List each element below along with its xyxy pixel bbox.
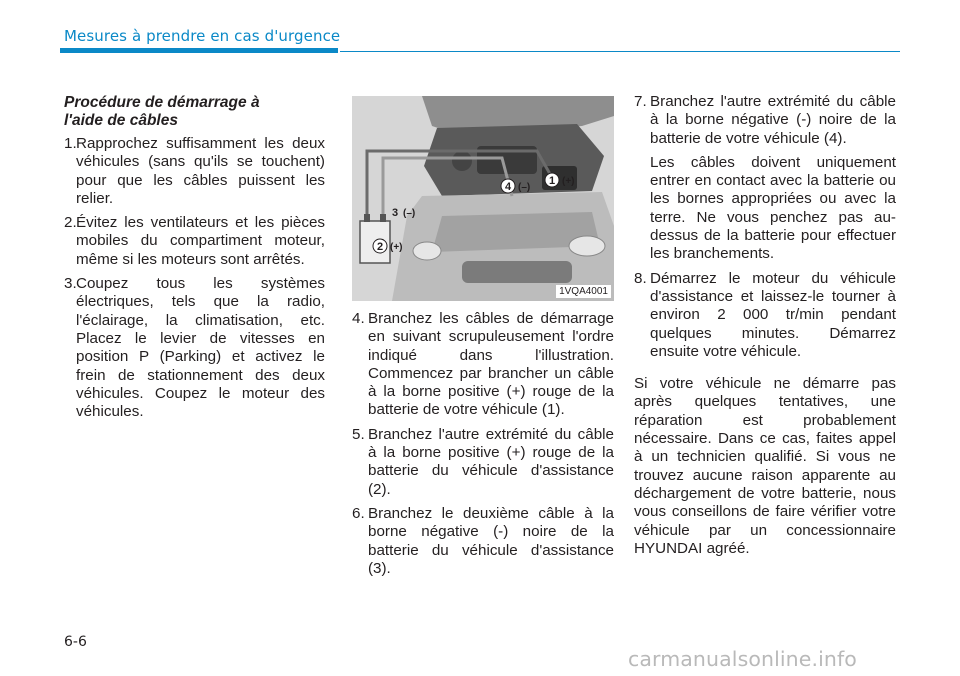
step-text: Évitez les ventilateurs et les pièces mobiles du compartiment moteur, même si les moteurs sont arrêtés. xyxy=(76,214,325,268)
callout-3-sign: (–) xyxy=(403,208,416,219)
step-text: Démarrez le moteur du véhicule d'assistance et laissez-le tourner à environ 2 000 tr/min pendant quelques minutes. Démarrez ensuite votre véhicule. xyxy=(650,269,896,360)
callout-3-number: 3 xyxy=(392,207,399,219)
left-column xyxy=(64,94,325,427)
section-title: Mesures à prendre en cas d'urgence xyxy=(64,27,341,45)
right-column xyxy=(634,93,896,558)
callout-2-sign: (+) xyxy=(390,242,403,253)
page-number: 6-6 xyxy=(64,634,87,650)
step-text: Branchez l'autre extrémité du câble à la borne négative (-) noire de la batterie de votre véhicule (4). xyxy=(650,93,896,147)
step-7 xyxy=(634,93,896,148)
step-8 xyxy=(634,270,896,361)
step-number: 8. xyxy=(634,269,647,287)
header-rule-thick xyxy=(60,48,338,53)
step-4 xyxy=(352,310,614,420)
step-3 xyxy=(64,275,325,421)
callout-1-number: 1 xyxy=(548,175,556,187)
procedure-heading-line1: Procédure de démarrage à xyxy=(64,94,260,111)
closing-paragraph: Si votre véhicule ne démarre pas après quelques tentatives, une réparation est probablement nécessaire. Dans ce cas, faites appel à un technicien qualifié. Si vous ne trouvez aucune raison apparente au déchargement de votre batterie, nous vous conseillons de faire vérifier votre véhicule par un concessionnaire HYUNDAI agréé. xyxy=(634,375,896,557)
step-7-note: Les câbles doivent uniquement entrer en contact avec la batterie ou les bornes appropriées ou avec la terre. Ne vous penchez pas au-dessus de la batterie pour effectuer les branchements. xyxy=(650,153,896,263)
step-text: Branchez le deuxième câble à la borne négative (-) noire de la batterie du véhicule d'assistance (3). xyxy=(368,504,614,577)
callout-1-sign: (+) xyxy=(562,176,575,187)
step-number: 3. xyxy=(64,275,77,293)
step-text: Rapprochez suffisamment les deux véhicules (sans qu'ils se touchent) pour que les câbles puissent les relier. xyxy=(76,135,325,207)
step-6 xyxy=(352,505,614,578)
step-number: 4. xyxy=(352,310,365,327)
step-1 xyxy=(64,135,325,208)
step-number: 1. xyxy=(64,135,77,152)
step-2 xyxy=(64,214,325,269)
figure-code: 1VQA4001 xyxy=(556,285,611,298)
step-text: Coupez tous les systèmes électriques, tels que la radio, l'éclairage, la climatisation, etc. Placez le levier de vitesses en position P (Parking) et activez le frein de stationnement des deux véhicules. Coupez le moteur des véhicules. xyxy=(76,275,325,421)
step-number: 5. xyxy=(352,425,365,443)
step-5 xyxy=(352,426,614,499)
callout-2-number: 2 xyxy=(376,241,384,253)
callout-4-number: 4 xyxy=(504,181,512,193)
step-number: 6. xyxy=(352,504,365,522)
procedure-heading-line2: l'aide de câbles xyxy=(64,112,178,129)
engine-bay-drawing xyxy=(352,96,614,301)
step-number: 2. xyxy=(64,214,77,232)
callout-4-sign: (–) xyxy=(518,182,531,193)
middle-column xyxy=(352,310,614,584)
jump-start-illustration xyxy=(352,96,614,301)
step-text: Branchez les câbles de démarrage en suivant scrupuleusement l'ordre indiqué dans l'illustration. Commencez par brancher un câble à la borne positive (+) rouge de la batterie de votre véhicule (1). xyxy=(368,310,614,419)
header-rule-thin xyxy=(340,51,900,52)
watermark: carmanualsonline.info xyxy=(628,647,857,671)
step-number: 7. xyxy=(634,93,647,110)
procedure-heading xyxy=(64,94,325,130)
step-text: Branchez l'autre extrémité du câble à la borne positive (+) rouge de la batterie du véhicule d'assistance (2). xyxy=(368,425,614,498)
